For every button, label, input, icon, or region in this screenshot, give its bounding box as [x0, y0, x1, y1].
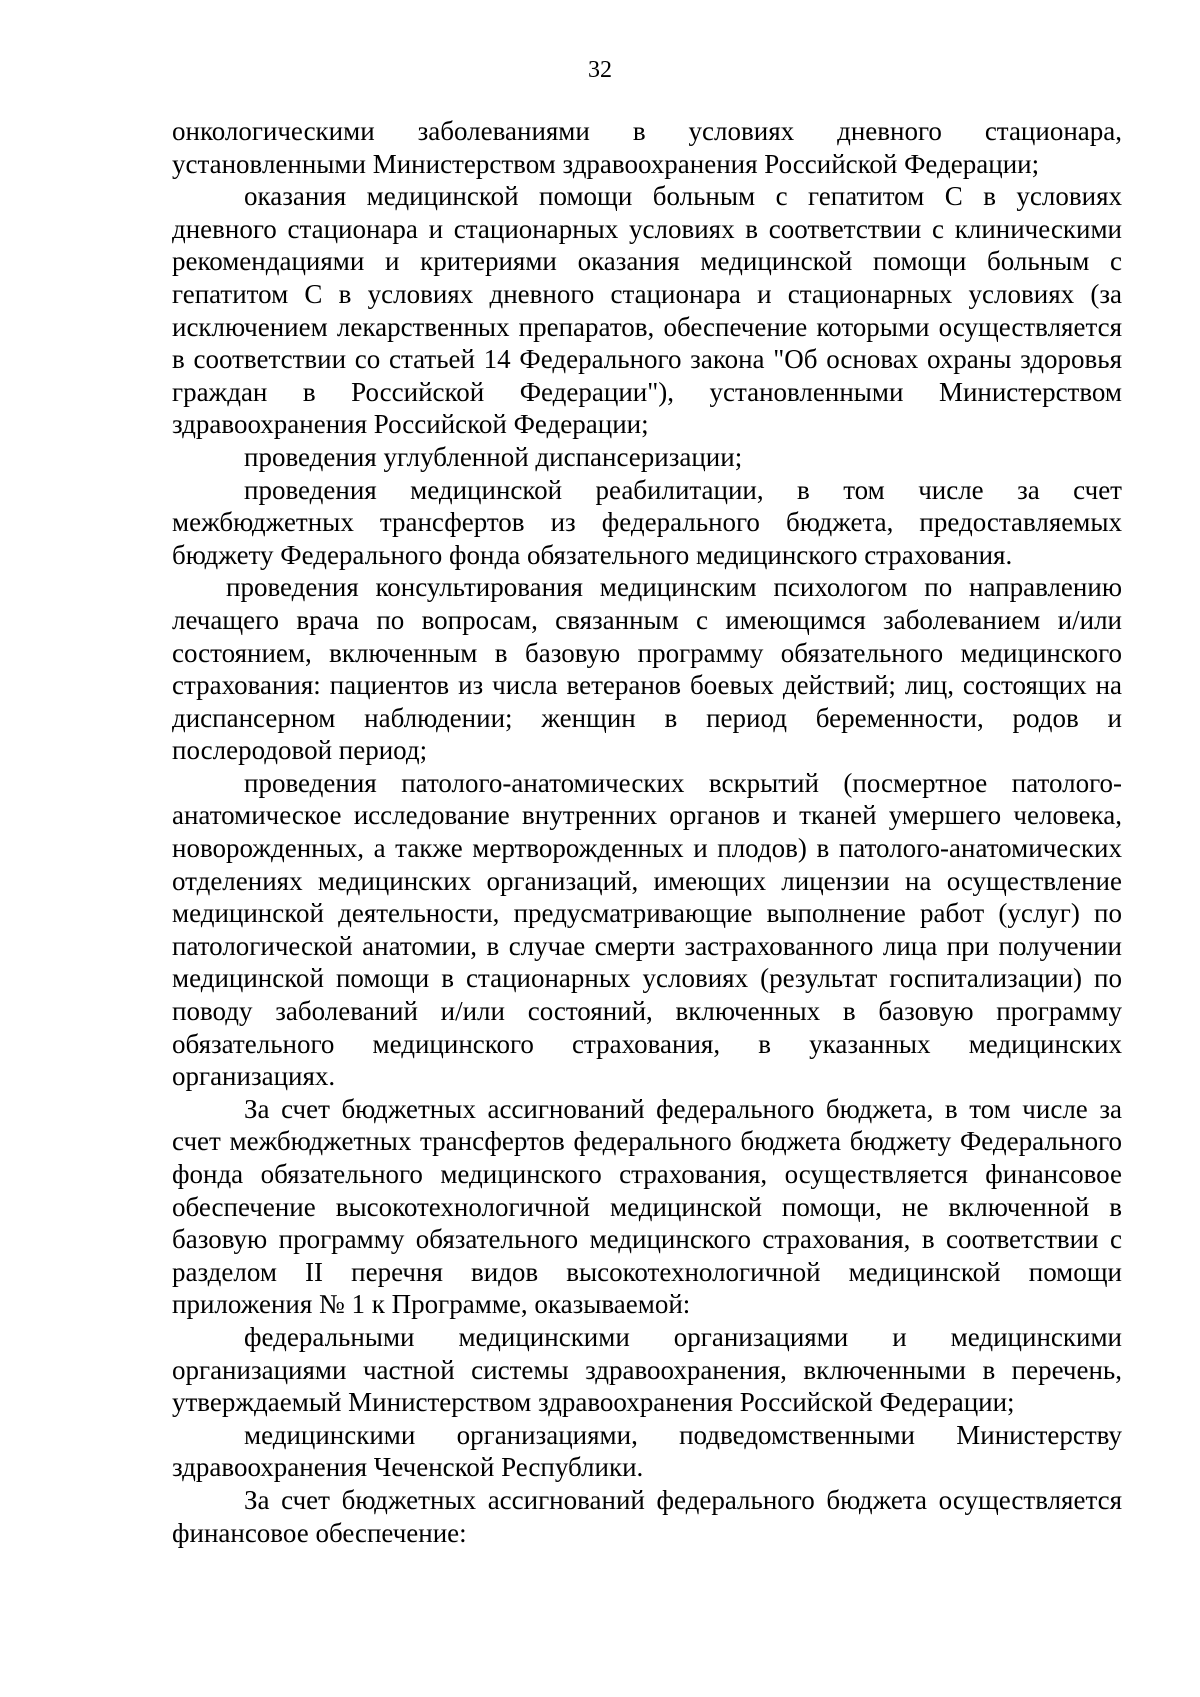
paragraph-federal-organizations: федеральными медицинскими организациями и медицинскими организациями частной системы здравоохранения, включенными в перечень, утверждаемый Министерством здравоохранения Российской Федерации; — [172, 1321, 1122, 1418]
paragraph-psychologist-consultation: проведения консультирования медицинским психологом по направлению лечащего врача по вопросам, связанным с имеющимся заболеванием и/или состоянием, включенным в базовую программу обязательного медицинского страхования: пациентов из числа ветеранов боевых действий; лиц, состоящих на диспансерном наблюдении; женщин в период беременности, родов и послеродовой период; — [172, 572, 1122, 766]
document-body — [172, 115, 1122, 1549]
page-number: 32 — [588, 57, 612, 83]
paragraph-federal-budget-funding: За счет бюджетных ассигнований федерального бюджета осуществляется финансовое обеспечение: — [172, 1484, 1122, 1548]
paragraph-high-tech-care-funding: За счет бюджетных ассигнований федерального бюджета, в том числе за счет межбюджетных трансфертов федерального бюджета бюджету Федерального фонда обязательного медицинского страхования, осуществляется финансовое обеспечение высокотехнологичной медицинской помощи, не включенной в базовую программу обязательного медицинского страхования, в соответствии с разделом II перечня видов высокотехнологичной медицинской помощи приложения № 1 к Программе, оказываемой: — [172, 1093, 1122, 1320]
paragraph-in-depth-dispensarization: проведения углубленной диспансеризации; — [244, 441, 743, 472]
paragraph-chechen-ministry-organizations: медицинскими организациями, подведомственными Министерству здравоохранения Чеченской Республики. — [172, 1419, 1122, 1483]
paragraph-pathology-autopsies: проведения патолого-анатомических вскрытий (посмертное патолого-анатомическое исследование внутренних органов и тканей умершего человека, новорожденных, а также мертворожденных и плодов) в патолого-анатомических отделениях медицинских организаций, имеющих лицензии на осуществление медицинской деятельности, предусматривающие выполнение работ (услуг) по патологической анатомии, в случае смерти застрахованного лица при получении медицинской помощи в стационарных условиях (результат госпитализации) по поводу заболеваний и/или состояний, включенных в базовую программу обязательного медицинского страхования, в указанных медицинских организациях. — [172, 767, 1122, 1092]
paragraph-oncology-continuation: онкологическими заболеваниями в условиях дневного стационара, установленными Министерством здравоохранения Российской Федерации; — [172, 116, 1122, 179]
paragraph-medical-rehabilitation: проведения медицинской реабилитации, в том числе за счет межбюджетных трансфертов из федерального бюджета, предоставляемых бюджету Федерального фонда обязательного медицинского страхования. — [172, 474, 1122, 570]
paragraph-hepatitis-c: оказания медицинской помощи больным с гепатитом С в условиях дневного стационара и стационарных условиях в соответствии с клиническими рекомендациями и критериями оказания медицинской помощи больным с гепатитом С в условиях дневного стационара и стационарных условиях (за исключением лекарственных препаратов, обеспечение которыми осуществляется в соответствии со статьей 14 Федерального закона "Об основах охраны здоровья граждан в Российской Федерации"), установленными Министерством здравоохранения Российской Федерации; — [172, 181, 1122, 440]
